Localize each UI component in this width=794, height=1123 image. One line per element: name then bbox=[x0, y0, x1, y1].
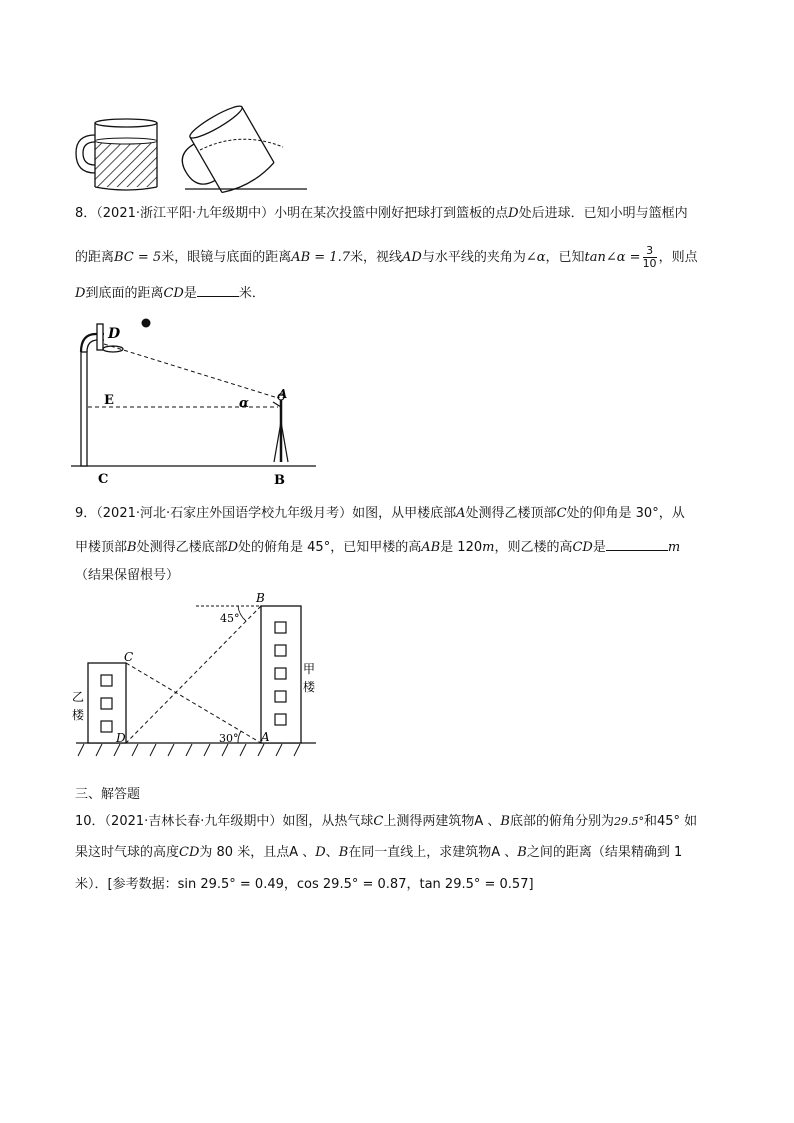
q9-fig-label-yi: 乙 bbox=[72, 690, 85, 704]
q10-line-3 bbox=[75, 875, 534, 895]
q10-separator: ， bbox=[406, 877, 420, 892]
cups-figure bbox=[70, 95, 315, 195]
q9-point-b: B bbox=[127, 540, 137, 555]
q8-fraction-denominator: 10 bbox=[642, 257, 657, 270]
q10-sin-reference: sin 29.5° = 0.49 bbox=[177, 877, 284, 892]
q8-text: 小明在某次投篮中刚好把球打到篮板的点 bbox=[274, 206, 509, 221]
q10-close-bracket: ] bbox=[528, 877, 534, 892]
q8-fraction-numerator: 3 bbox=[643, 245, 657, 258]
q9-point-c: C bbox=[556, 506, 567, 521]
q10-cos-reference: cos 29.5° = 0.87 bbox=[296, 877, 407, 892]
q8-fig-label-c: C bbox=[98, 472, 109, 487]
q8-fig-label-e: E bbox=[104, 393, 114, 408]
q9-fig-label-45: 45° bbox=[220, 612, 240, 625]
q10-point-b: B bbox=[500, 814, 510, 829]
q10-text: 在同一直线上，求建筑物A 、 bbox=[348, 845, 518, 860]
q8-basketball-figure bbox=[66, 312, 326, 490]
q9-text: ，则乙楼的高 bbox=[494, 540, 573, 555]
q8-fig-label-b: B bbox=[274, 473, 285, 488]
q10-text: 米）．[参考数据： bbox=[75, 877, 178, 892]
q9-text: 是 120 bbox=[440, 540, 483, 555]
q9-note: （结果保留根号） bbox=[75, 568, 180, 583]
q8-fig-label-d: D bbox=[108, 326, 121, 342]
q10-point-b: B bbox=[338, 845, 349, 860]
q9-unit: m bbox=[667, 540, 681, 555]
q10-source: （2021·吉林长春·九年级期中） bbox=[104, 814, 283, 829]
q8-point-d: D bbox=[75, 286, 86, 301]
q9-text: 如图，从甲楼底部 bbox=[352, 506, 457, 521]
section-title bbox=[75, 785, 140, 805]
q10-segment-cd: CD bbox=[179, 845, 200, 860]
q10-text: 底部的俯角分别为 bbox=[509, 814, 614, 829]
q9-fig-label-jia: 甲 bbox=[303, 662, 316, 676]
tilted-cup bbox=[169, 102, 307, 195]
q9-buildings-figure bbox=[66, 588, 326, 758]
q8-text: ，已知 bbox=[545, 250, 585, 265]
q8-line-2 bbox=[75, 245, 698, 270]
q8-ab-equation: AB = 1.7 bbox=[291, 250, 350, 265]
q8-text: 与水平线的夹角为 bbox=[421, 250, 526, 265]
q9-unit: m bbox=[482, 540, 495, 555]
q9-fig-label-lou2: 楼 bbox=[72, 708, 85, 722]
q9-point-d: D bbox=[227, 540, 239, 555]
q8-fig-label-a: A bbox=[278, 387, 288, 401]
q8-fraction bbox=[643, 245, 657, 270]
q10-text: 如图，从热气球 bbox=[282, 814, 374, 829]
q9-fig-label-lou1: 楼 bbox=[303, 680, 316, 694]
q9-answer-blank[interactable] bbox=[606, 536, 668, 551]
q9-fig-label-a: A bbox=[261, 730, 270, 744]
q8-text: 的距离 bbox=[75, 250, 115, 265]
q9-text: 处的仰角是 30°，从 bbox=[566, 506, 685, 521]
q8-source: （2021·浙江平阳·九年级期中） bbox=[96, 206, 275, 221]
q8-text: 米． bbox=[238, 286, 265, 301]
q10-point-b: B bbox=[517, 845, 527, 860]
upright-cup bbox=[76, 119, 157, 190]
q9-number: 9． bbox=[75, 506, 97, 521]
q8-text: 米，视线 bbox=[349, 250, 402, 265]
q8-tan-expression: tan∠α = bbox=[584, 250, 641, 265]
q8-segment-cd: CD bbox=[163, 286, 184, 301]
q9-fig-label-b: B bbox=[256, 591, 265, 605]
q10-text: 上测得两建筑物A 、 bbox=[383, 814, 501, 829]
q8-point-d: D bbox=[508, 206, 519, 221]
q9-text: 处测得乙楼底部 bbox=[136, 540, 228, 555]
section-title-text: 三、解答题 bbox=[75, 787, 141, 802]
q8-text: 米，眼镜与底面的距离 bbox=[161, 250, 292, 265]
q9-segment-cd: CD bbox=[572, 540, 593, 555]
q9-text: 甲楼顶部 bbox=[75, 540, 128, 555]
q9-fig-label-30: 30° bbox=[219, 732, 239, 745]
q10-text: 果这时气球的高度 bbox=[75, 845, 180, 860]
q9-text: 处的俯角是 45°，已知甲楼的高 bbox=[238, 540, 422, 555]
q9-text: 处测得乙楼顶部 bbox=[465, 506, 557, 521]
q9-text: 是 bbox=[592, 540, 606, 555]
q8-text: 是 bbox=[183, 286, 197, 301]
q10-text: 为 80 米，且点A 、 bbox=[199, 845, 316, 860]
q9-fig-label-c: C bbox=[124, 650, 134, 664]
q10-text: 、 bbox=[325, 845, 339, 860]
q8-angle-alpha: ∠α bbox=[525, 250, 546, 265]
q10-line-2 bbox=[75, 843, 682, 863]
q9-segment-ab: AB bbox=[421, 540, 441, 555]
q8-text: 到底面的距离 bbox=[85, 286, 164, 301]
q10-angle-1: 29.5° bbox=[613, 815, 644, 828]
q10-line-1 bbox=[75, 812, 697, 832]
q8-number: 8． bbox=[75, 206, 97, 221]
q9-point-a: A bbox=[456, 506, 466, 521]
q8-text: ，则点 bbox=[658, 250, 698, 265]
q8-line-ad: AD bbox=[402, 250, 422, 265]
q8-text: 处后进球．已知小明与篮框内 bbox=[518, 206, 688, 221]
q9-line-1 bbox=[75, 504, 685, 524]
q10-point-d: D bbox=[315, 845, 326, 860]
q9-line-3 bbox=[75, 566, 179, 586]
q10-tan-reference: tan 29.5° = 0.57 bbox=[419, 877, 529, 892]
q9-fig-label-d: D bbox=[116, 731, 126, 745]
q10-number: 10． bbox=[75, 814, 105, 829]
q8-answer-blank[interactable] bbox=[197, 282, 239, 297]
q9-line-2 bbox=[75, 536, 680, 558]
q8-bc-equation: BC = 5 bbox=[114, 250, 162, 265]
q10-text: 和45° 如 bbox=[643, 814, 698, 829]
q8-line-3 bbox=[75, 282, 265, 304]
q10-text: 之间的距离（结果精确到 1 bbox=[526, 845, 683, 860]
q10-point-c: C bbox=[373, 814, 384, 829]
q10-separator: ， bbox=[283, 877, 297, 892]
q9-source: （2021·河北·石家庄外国语学校九年级月考） bbox=[96, 506, 353, 521]
q8-line-1 bbox=[75, 204, 688, 224]
q8-fig-label-alpha: α bbox=[239, 396, 250, 411]
